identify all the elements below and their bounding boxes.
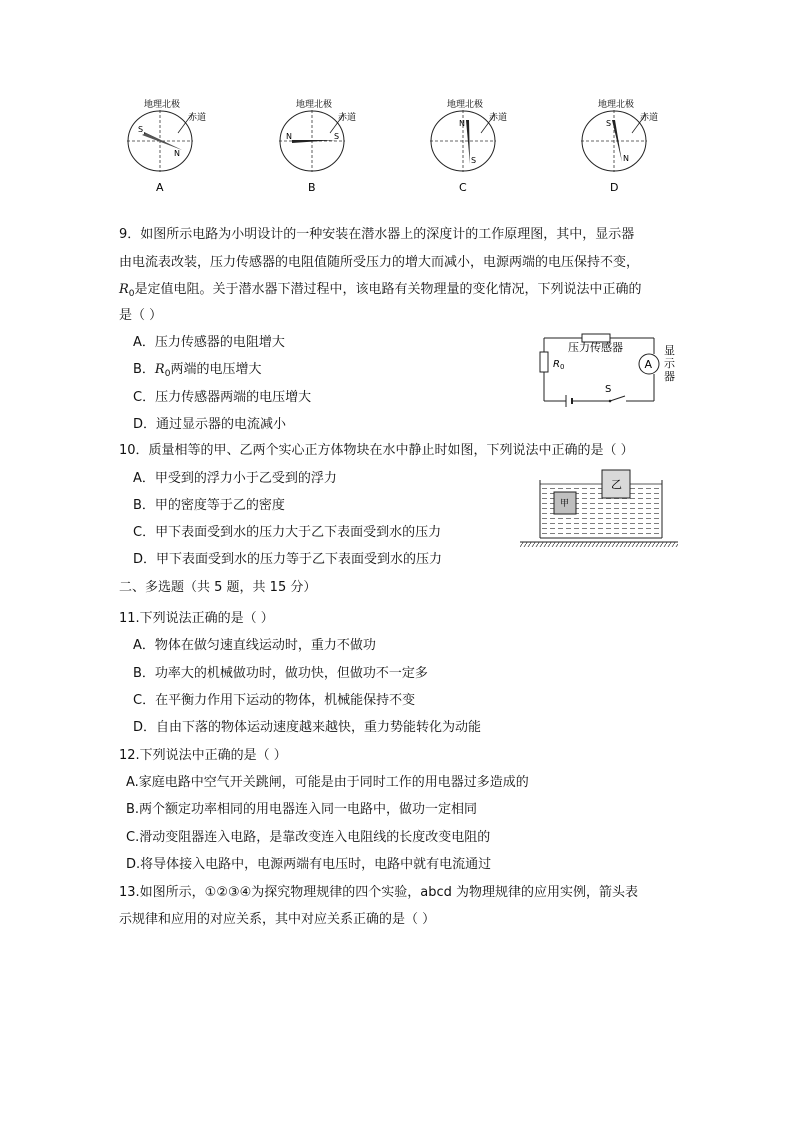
r0-variable: R bbox=[119, 282, 129, 297]
compass-figure-a bbox=[127, 98, 206, 194]
switch bbox=[610, 396, 625, 401]
north-pole-label: 地理北极 bbox=[447, 100, 484, 110]
q9-stem-line-2: 由电流表改装，压力传感器的电阻值随所受压力的增大而减小，电源两端的电压保持不变， bbox=[119, 255, 640, 270]
figure-letter: B bbox=[308, 181, 316, 194]
pole-s-label: S bbox=[606, 119, 612, 128]
figure-letter: C bbox=[459, 181, 467, 194]
figure-letter: D bbox=[610, 181, 619, 194]
equator-label: 赤道 bbox=[489, 113, 508, 123]
q9-stem-line-3 bbox=[119, 281, 642, 303]
q9-option-c: C．压力传感器两端的电压增大 bbox=[133, 390, 312, 405]
compass-figure-b bbox=[279, 98, 356, 194]
pole-n-label: N bbox=[174, 149, 180, 158]
ground bbox=[520, 542, 678, 547]
q10-option-d: D．甲下表面受到水的压力等于乙下表面受到水的压力 bbox=[133, 552, 443, 567]
q9-option-b-text: 两端的电压增大 bbox=[170, 362, 262, 377]
q10-option-c: C．甲下表面受到水的压力大于乙下表面受到水的压力 bbox=[133, 525, 442, 540]
r0-subscript: 0 bbox=[164, 369, 171, 379]
north-pole-label: 地理北极 bbox=[598, 100, 635, 110]
q12-option-a: A.家庭电路中空气开关跳闸，可能是由于同时工作的用电器过多造成的 bbox=[126, 775, 529, 790]
pole-s-label: S bbox=[471, 156, 477, 165]
q12-stem: 12.下列说法中正确的是（ ） bbox=[119, 748, 287, 763]
pole-n-label: N bbox=[286, 132, 292, 141]
q12-option-c: C.滑动变阻器连入电路，是靠改变连入电阻线的长度改变电阻的 bbox=[126, 830, 491, 845]
q9-stem-line-4: 是（ ） bbox=[119, 308, 163, 323]
pole-n-label: N bbox=[459, 119, 465, 128]
r0-subscript: 0 bbox=[128, 289, 135, 299]
floating-blocks-figure bbox=[518, 466, 678, 550]
compass-figure-d bbox=[581, 98, 658, 194]
q9-stem-line-1: 9．如图所示电路为小明设计的一种安装在潜水器上的深度计的工作原理图，其中，显示器 bbox=[119, 227, 635, 242]
r0-variable: R bbox=[154, 362, 165, 377]
q9-option-a: A．压力传感器的电阻增大 bbox=[133, 335, 285, 350]
q11-option-a: A．物体在做匀速直线运动时，重力不做功 bbox=[133, 638, 376, 653]
compass-figures bbox=[110, 92, 670, 202]
pressure-sensor-label: 压力传感器 bbox=[568, 341, 623, 354]
equator-label: 赤道 bbox=[338, 113, 357, 123]
figure-letter: A bbox=[156, 181, 164, 194]
q9-option-b-prefix: B． bbox=[133, 362, 155, 377]
pole-n-label: N bbox=[623, 154, 629, 163]
north-pole-label: 地理北极 bbox=[144, 100, 181, 110]
q10-stem: 10．质量相等的甲、乙两个实心正方体物块在水中静止时如图，下列说法中正确的是（ ） bbox=[119, 443, 634, 458]
compass-figure-c bbox=[430, 98, 507, 194]
q11-stem: 11.下列说法正确的是（ ） bbox=[119, 611, 274, 626]
q12-option-d: D.将导体接入电路中，电源两端有电压时，电路中就有电流通过 bbox=[126, 857, 492, 872]
equator-label: 赤道 bbox=[640, 113, 659, 123]
pole-s-label: S bbox=[334, 132, 340, 141]
q13-stem-line-1: 13.如图所示，①②③④为探究物理规律的四个实验，abcd 为物理规律的应用实例，箭头表 bbox=[119, 885, 639, 900]
q10-option-a: A．甲受到的浮力小于乙受到的浮力 bbox=[133, 471, 337, 486]
q9-option-b bbox=[133, 361, 261, 383]
block-yi-label: 乙 bbox=[611, 478, 622, 491]
q9-stem-line-3-text: 是定值电阻。关于潜水器下潜过程中，该电路有关物理量的变化情况，下列说法中正确的 bbox=[134, 282, 642, 297]
ammeter-label: A bbox=[644, 358, 653, 371]
q12-option-b: B.两个额定功率相同的用电器连入同一电路中，做功一定相同 bbox=[126, 802, 478, 817]
q9-option-d: D．通过显示器的电流减小 bbox=[133, 417, 287, 432]
display-label-3: 器 bbox=[664, 370, 675, 383]
display-label-1: 显 bbox=[664, 344, 675, 357]
pole-s-label: S bbox=[138, 125, 144, 134]
r0-resistor bbox=[540, 352, 548, 372]
q11-option-d: D．自由下落的物体运动速度越来越快，重力势能转化为动能 bbox=[133, 720, 482, 735]
switch-label: S bbox=[605, 384, 612, 395]
depth-gauge-circuit bbox=[532, 330, 692, 412]
section-heading: 二、多选题（共 5 题，共 15 分） bbox=[119, 580, 317, 595]
q10-option-b: B．甲的密度等于乙的密度 bbox=[133, 498, 285, 513]
r0-label-subscript: 0 bbox=[560, 363, 565, 371]
equator-label: 赤道 bbox=[188, 113, 207, 123]
north-pole-label: 地理北极 bbox=[296, 100, 333, 110]
display-label-2: 示 bbox=[664, 357, 675, 370]
q11-option-c: C．在平衡力作用下运动的物体，机械能保持不变 bbox=[133, 693, 416, 708]
r0-label: R bbox=[553, 359, 560, 370]
q11-option-b: B．功率大的机械做功时，做功快，但做功不一定多 bbox=[133, 666, 428, 681]
q13-stem-line-2: 示规律和应用的对应关系，其中对应关系正确的是（ ） bbox=[119, 912, 436, 927]
block-jia-label: 甲 bbox=[560, 499, 570, 509]
